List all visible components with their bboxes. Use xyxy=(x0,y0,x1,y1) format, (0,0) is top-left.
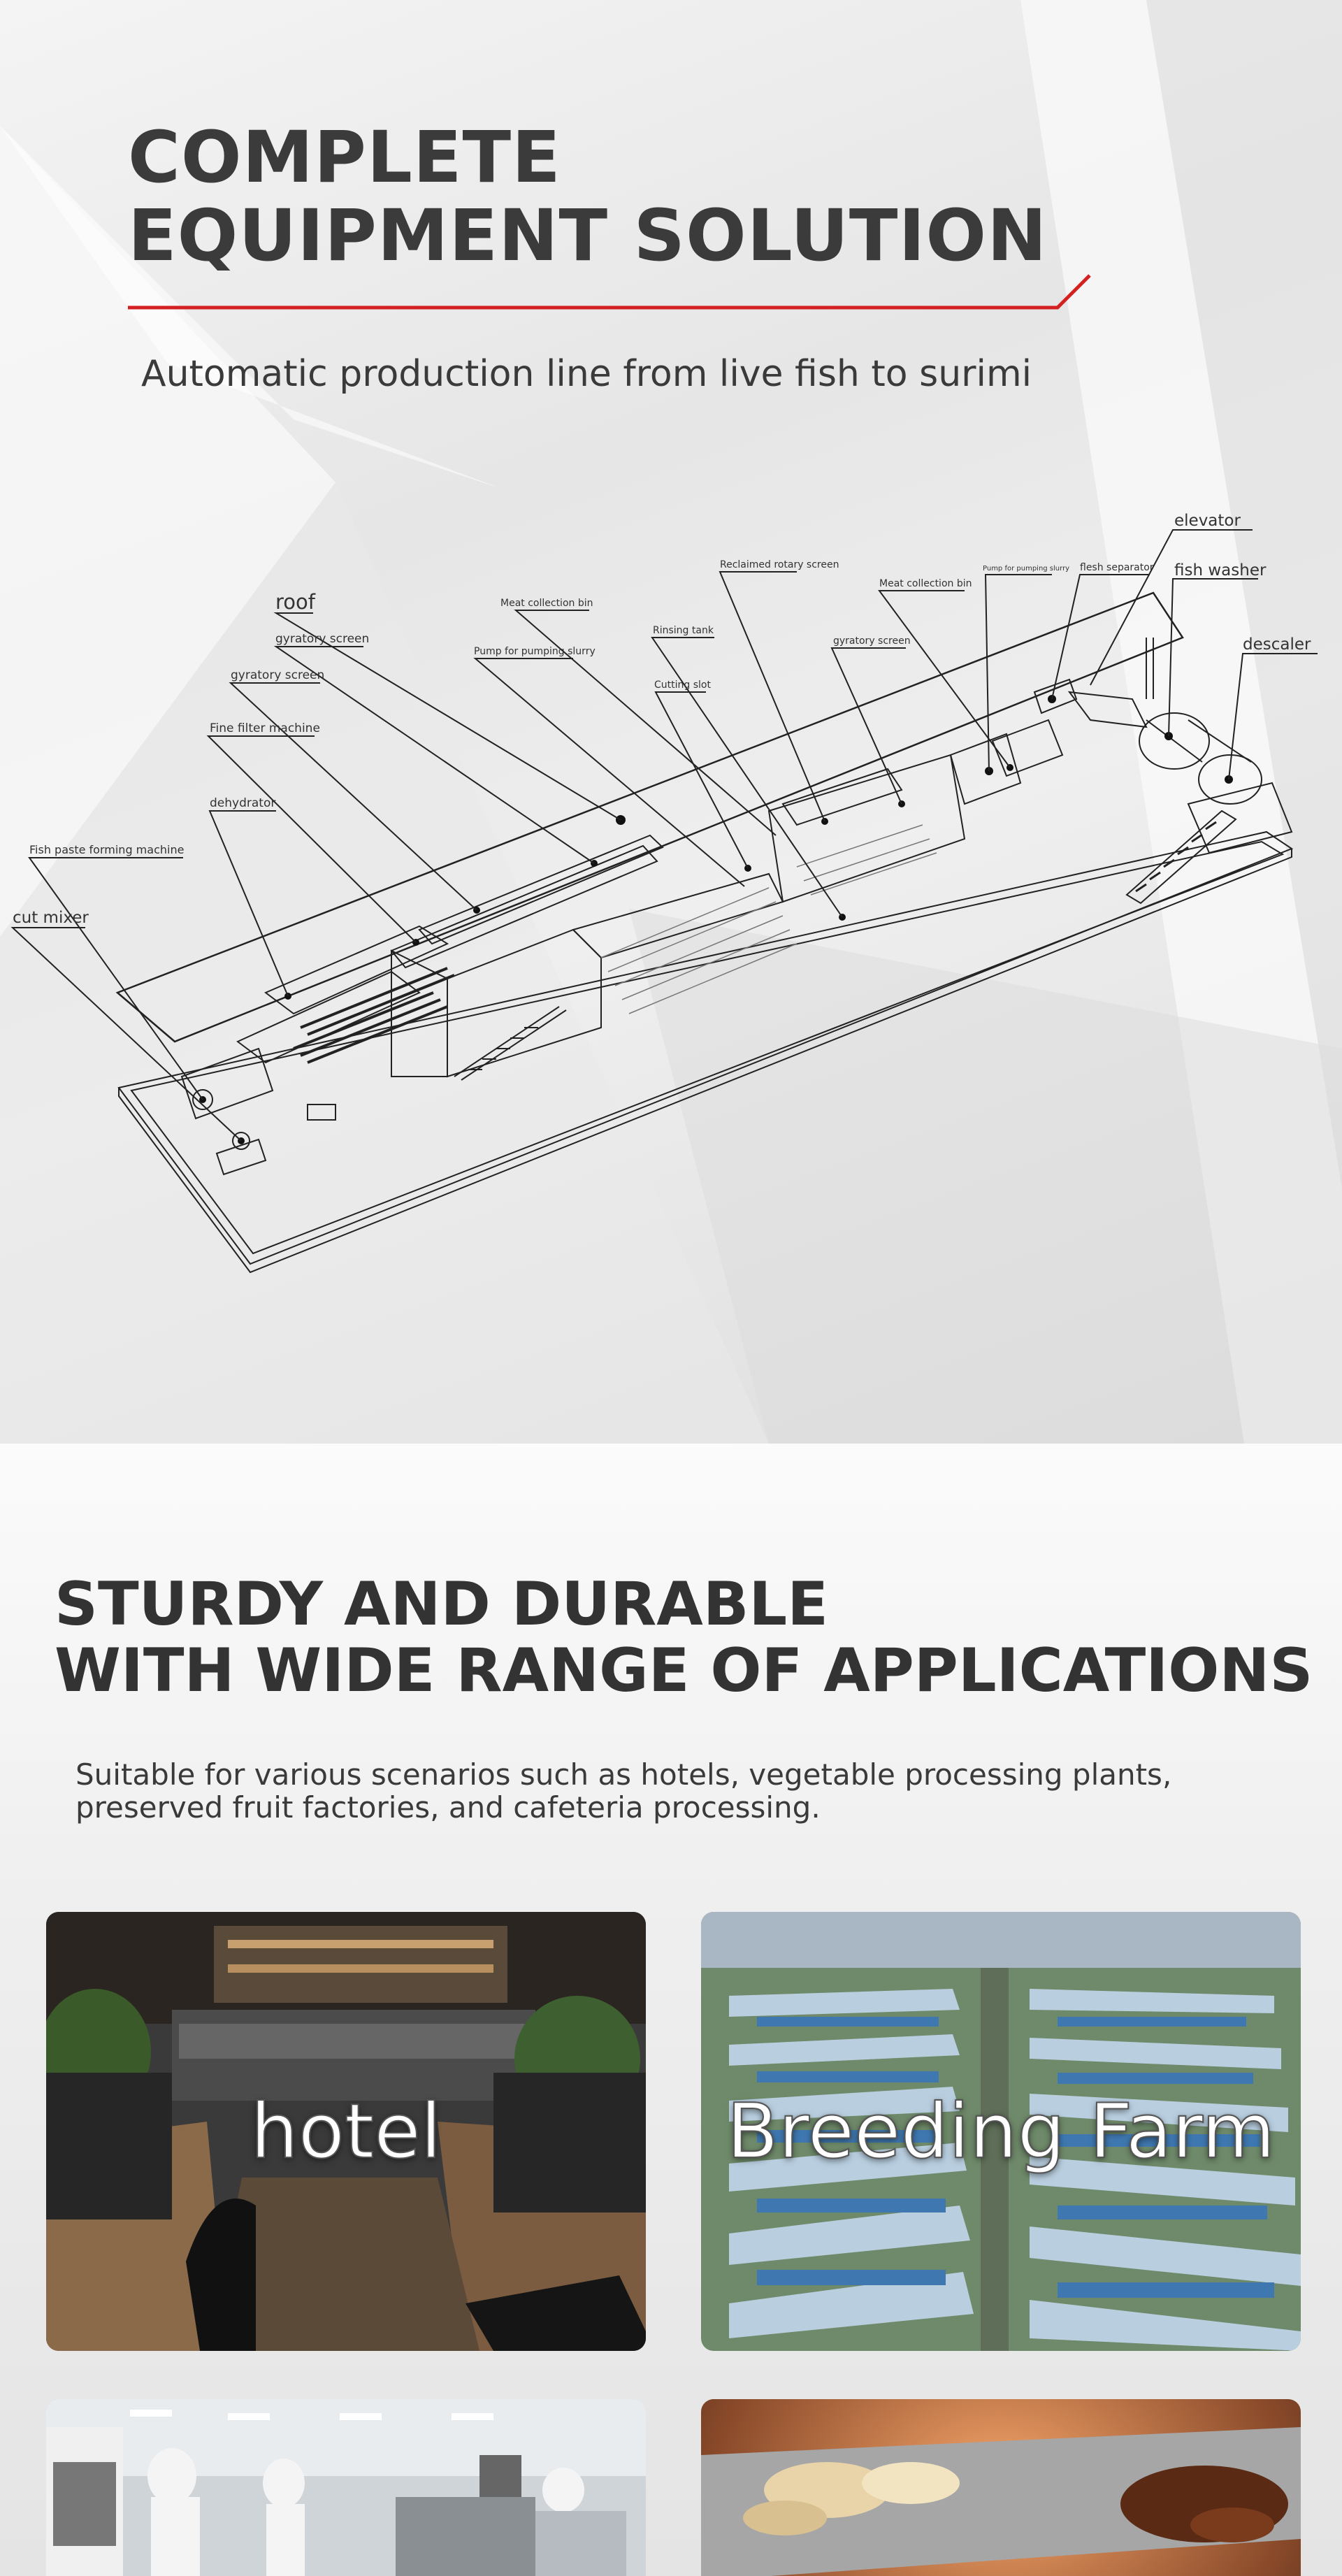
production-line-diagram xyxy=(0,489,1342,1286)
label-flesh-separator: flesh separator xyxy=(1080,562,1154,573)
applications-title-line-2: WITH WIDE RANGE OF APPLICATIONS xyxy=(55,1636,1313,1706)
page-title xyxy=(128,116,1048,278)
food-image xyxy=(701,2399,1301,2576)
application-card-factory[interactable] xyxy=(46,2399,646,2576)
title-line-1: COMPLETE xyxy=(128,116,561,199)
leader-descaler xyxy=(1229,654,1318,779)
floor-slab-inner xyxy=(131,842,1283,1253)
label-pump-left: Pump for pumping slurry xyxy=(474,646,596,657)
label-fish-paste: Fish paste forming machine xyxy=(29,843,185,856)
label-descaler: descaler xyxy=(1243,635,1311,654)
application-card-food[interactable] xyxy=(701,2399,1301,2576)
applications-title-line-1: STURDY AND DURABLE xyxy=(55,1569,828,1639)
factory-image xyxy=(46,2399,646,2576)
label-dehydrator: dehydrator xyxy=(210,796,276,810)
label-meat-bin-right: Meat collection bin xyxy=(879,578,972,589)
label-gyratory-right: gyratory screen xyxy=(833,635,911,647)
label-meat-bin-left: Meat collection bin xyxy=(500,598,593,609)
label-rinsing-tank: Rinsing tank xyxy=(653,625,714,636)
hero-subtitle: Automatic production line from live fish to surimi xyxy=(141,353,1032,395)
label-pump-small: Pump for pumping slurry xyxy=(983,565,1070,573)
roof-frame xyxy=(117,593,1183,1042)
label-gyratory-1: gyratory screen xyxy=(275,632,370,646)
label-fine-filter: Fine filter machine xyxy=(210,721,320,735)
label-fish-washer: fish washer xyxy=(1174,561,1267,580)
card-label-hotel: hotel xyxy=(250,2087,442,2175)
title-underline xyxy=(128,274,1092,313)
leader-cut-mixer xyxy=(13,928,241,1141)
label-gyratory-2: gyratory screen xyxy=(231,668,325,682)
applications-title xyxy=(55,1571,1313,1704)
label-cutting-slot: Cutting slot xyxy=(654,679,711,691)
title-line-2: EQUIPMENT SOLUTION xyxy=(128,194,1048,278)
label-cut-mixer: cut mixer xyxy=(13,909,89,927)
application-card-hotel[interactable] xyxy=(46,1912,646,2351)
card-label-breeding-farm: Breeding Farm xyxy=(726,2087,1276,2175)
label-elevator: elevator xyxy=(1174,512,1241,530)
application-card-breeding-farm[interactable] xyxy=(701,1912,1301,2351)
leader-fish-washer xyxy=(1169,579,1258,736)
leader-meat-bin-left xyxy=(516,610,776,835)
leader-reclaimed xyxy=(720,572,825,821)
leader-fine-filter xyxy=(208,736,416,942)
leader-pump-small xyxy=(986,575,1052,771)
leader-fish-paste xyxy=(29,858,203,1100)
label-reclaimed-screen: Reclaimed rotary screen xyxy=(720,559,839,570)
leader-meat-bin-right xyxy=(879,591,1010,768)
applications-description: Suitable for various scenarios such as hotels, vegetable processing plants, preserved fruit factories, and cafeteria processing. xyxy=(75,1757,1172,1825)
label-roof: roof xyxy=(275,590,315,614)
leader-dehydrator xyxy=(210,811,288,996)
applications-section xyxy=(0,1444,1342,2576)
